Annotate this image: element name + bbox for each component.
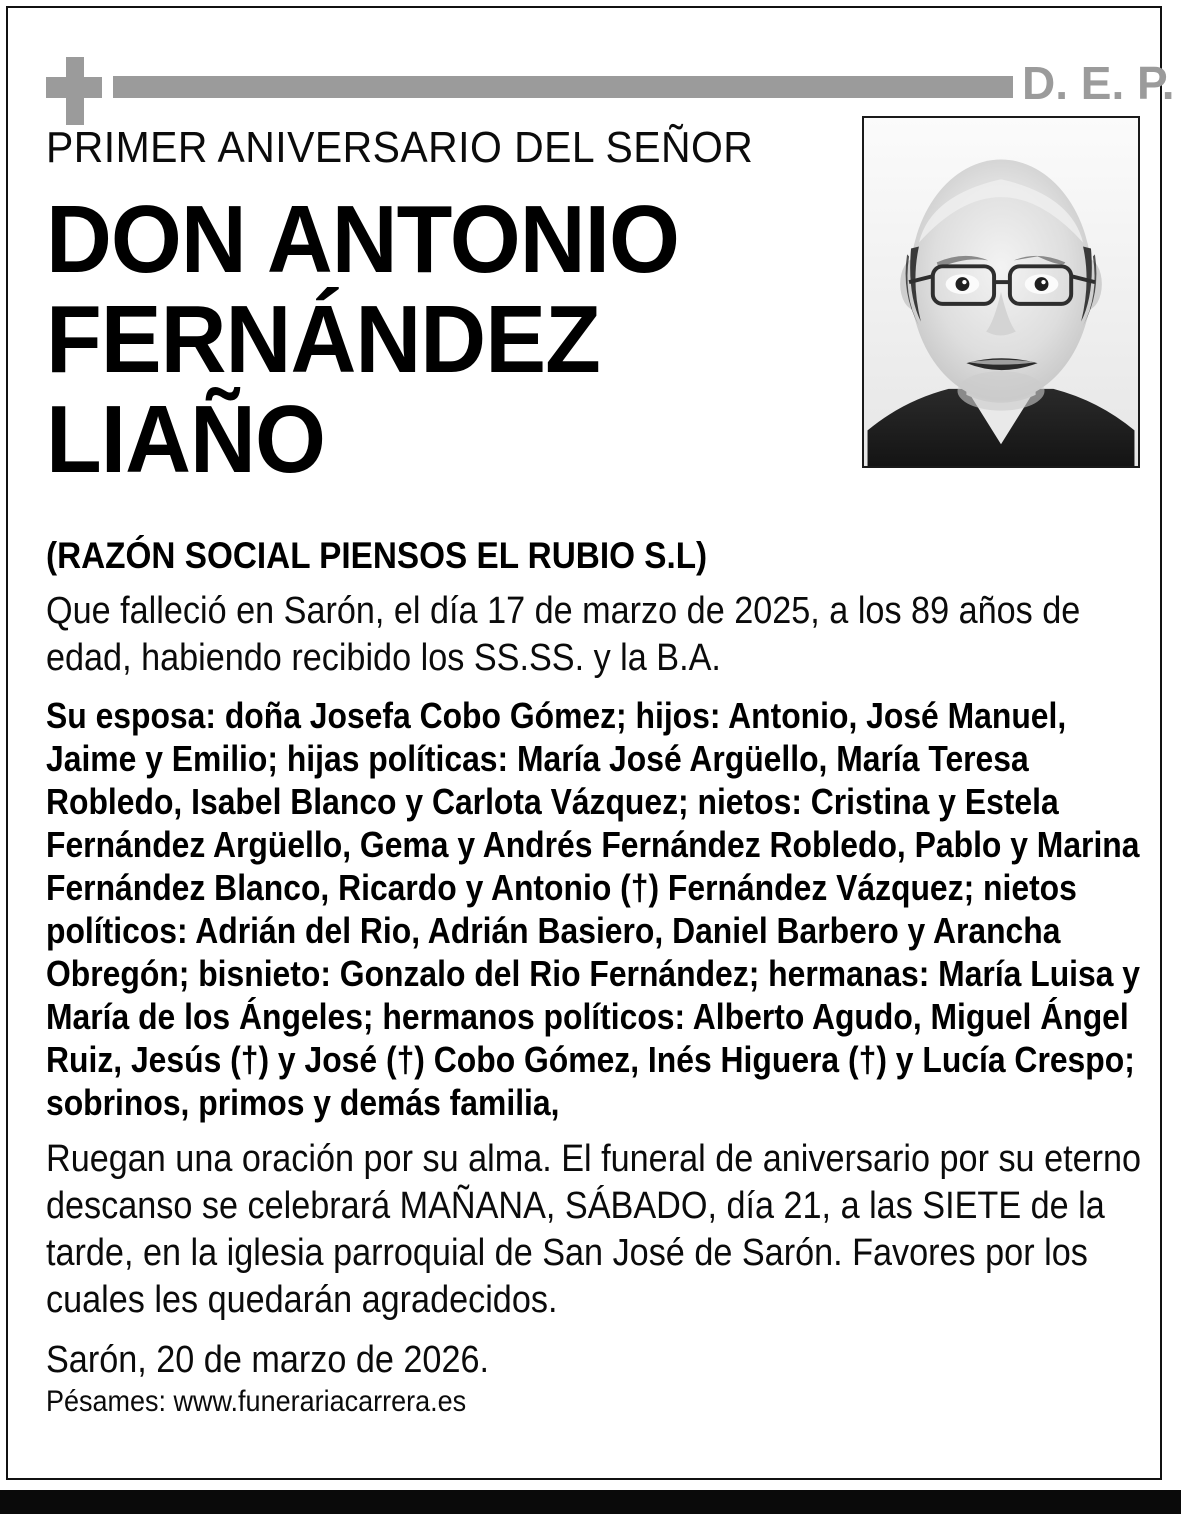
deceased-name-line-3: LIAÑO	[46, 386, 325, 493]
header-band	[0, 24, 1181, 110]
frame-border-bottom	[6, 1478, 1162, 1480]
deceased-name-line-2: FERNÁNDEZ	[46, 286, 600, 393]
cross-icon	[46, 57, 102, 125]
death-information: Que falleció en Sarón, el día 17 de marzo de 2025, a los 89 años de edad, habiendo recibido los SS.SS. y la B.A.	[46, 590, 1081, 679]
frame-border-right	[1160, 6, 1162, 1478]
funeral-details: Ruegan una oración por su alma. El funeral de aniversario por su eterno descanso se celebrará MAÑANA, SÁBADO, día 21, a las SIETE de la tarde, en la iglesia parroquial de San José de Sarón. Favores por los cuales les quedarán agradecidos.	[46, 1138, 1142, 1321]
notice-content	[46, 122, 1142, 1420]
deceased-name	[46, 186, 825, 493]
company-name: (RAZÓN SOCIAL PIENSOS EL RUBIO S.L)	[46, 535, 708, 576]
dep-abbreviation: D. E. P.	[1022, 57, 1175, 109]
header-rule-bar	[113, 76, 1013, 98]
deceased-name-line-1: DON ANTONIO	[46, 186, 680, 293]
anniversary-kicker: PRIMER ANIVERSARIO DEL SEÑOR	[46, 123, 754, 172]
frame-border-top	[6, 6, 1162, 8]
bottom-black-bar	[0, 1490, 1181, 1514]
surviving-family-list: Su esposa: doña Josefa Cobo Gómez; hijos: Antonio, José Manuel, Jaime y Emilio; hijas políticas: María José Argüello, María Teresa Robledo, Isabel Blanco y Carlota Vázquez; nietos: Cristina y Estela Fernández Argüello, Gema y Andrés Fernández Robledo, Pablo y Marina Fernández Blanco, Ricardo y Antonio (†) Fernández Vázquez; nietos políticos: Adrián del Rio, Adrián Basiero, Daniel Barbero y Arancha Obregón; bisnieto: Gonzalo del Rio Fernández; hermanas: María Luisa y María de los Ángeles; hermanos políticos: Alberto Agudo, Miguel Ángel Ruiz, Jesús (†) y José (†) Cobo Gómez, Inés Higuera (†) y Lucía Crespo; sobrinos, primos y demás familia,	[46, 695, 1141, 1123]
place-and-date: Sarón, 20 de marzo de 2026.	[46, 1339, 489, 1381]
condolences-url[interactable]: Pésames: www.funerariacarrera.es	[46, 1385, 467, 1418]
frame-border-left	[6, 6, 8, 1478]
cross-horizontal-bar	[46, 77, 102, 98]
